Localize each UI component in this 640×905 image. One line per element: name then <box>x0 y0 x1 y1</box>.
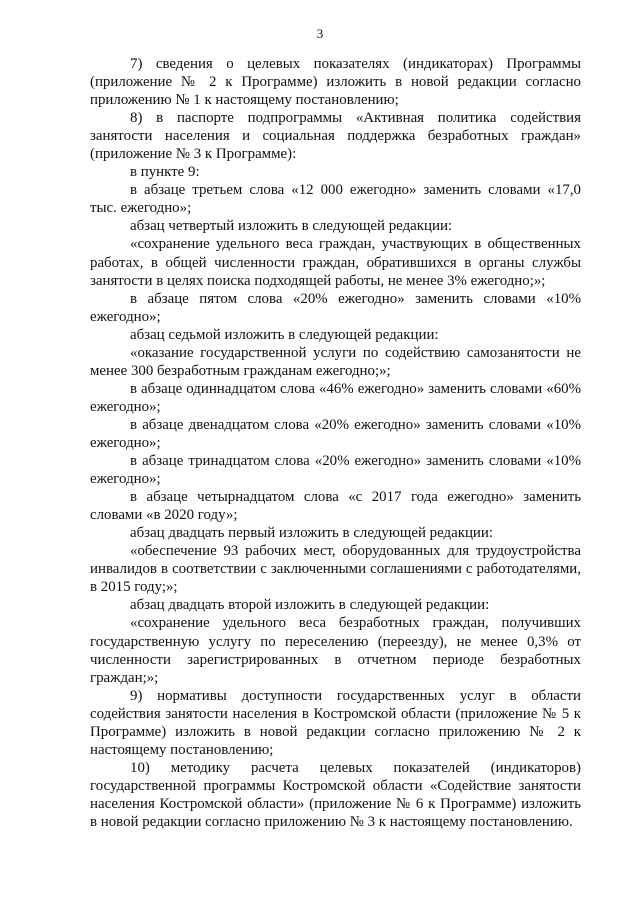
quoted-paragraph: «обеспечение 93 рабочих мест, оборудованных для трудоустройства инвалидов в соответствии с заключенными соглашениями с работодателями, в 2015 году;»; <box>90 543 581 596</box>
paragraph: в пункте 9: <box>130 164 200 181</box>
quoted-paragraph: «сохранение удельного веса граждан, участвующих в общественных работах, в общей численности граждан, обратившихся в органы службы занятости в целях поиска подходящей работы, не менее 3% ежегодно;»; <box>90 236 581 289</box>
paragraph-item-10: 10) методику расчета целевых показателей (индикаторов) государственной программы Костромской области «Содействие занятости населения Костромской области» (приложение № 6 к Программе) изложить в новой редакции согласно приложению № 3 к настоящему постановлению. <box>90 759 581 830</box>
document-body <box>90 55 581 831</box>
paragraph: абзац двадцать второй изложить в следующей редакции: <box>130 597 490 614</box>
paragraph: абзац двадцать первый изложить в следующей редакции: <box>130 525 494 542</box>
quoted-paragraph: «оказание государственной услуги по содействию самозанятости не менее 300 безработным гражданам ежегодно;»; <box>90 344 581 379</box>
paragraph: в абзаце третьем слова «12 000 ежегодно» заменить словами «17,0 тыс. ежегодно»; <box>90 182 581 217</box>
paragraph: в абзаце пятом слова «20% ежегодно» заменить словами «10% ежегодно»; <box>90 290 581 325</box>
paragraph-item-7: 7) сведения о целевых показателях (индикаторах) Программы (приложение № 2 к Программе) изложить в новой редакции согласно приложению № 1 к настоящему постановлению; <box>90 56 581 109</box>
paragraph-item-9: 9) нормативы доступности государственных услуг в области содействия занятости населения в Костромской области (приложение № 5 к Программе) изложить в новой редакции согласно приложению № 2 к настоящему постановлению; <box>90 687 581 758</box>
paragraph: абзац четвертый изложить в следующей редакции: <box>130 218 453 235</box>
paragraph: абзац седьмой изложить в следующей редакции: <box>130 326 439 343</box>
paragraph: в абзаце одиннадцатом слова «46% ежегодно» заменить словами «60% ежегодно»; <box>90 380 581 415</box>
page-number: 3 <box>316 26 324 41</box>
paragraph: в абзаце двенадцатом слова «20% ежегодно» заменить словами «10% ежегодно»; <box>90 416 581 451</box>
paragraph-item-8: 8) в паспорте подпрограммы «Активная политика содействия занятости населения и социальная поддержка безработных граждан» (приложение № 3 к Программе): <box>90 110 581 163</box>
paragraph: в абзаце четырнадцатом слова «с 2017 года ежегодно» заменить словами «в 2020 году»; <box>90 489 581 524</box>
quoted-paragraph: «сохранение удельного веса безработных граждан, получивших государственную услугу по переселению (переезду), не менее 0,3% от численности зарегистрированных в отчетном периоде безработных граждан;»; <box>90 615 581 686</box>
paragraph: в абзаце тринадцатом слова «20% ежегодно» заменить словами «10% ежегодно»; <box>90 453 581 488</box>
